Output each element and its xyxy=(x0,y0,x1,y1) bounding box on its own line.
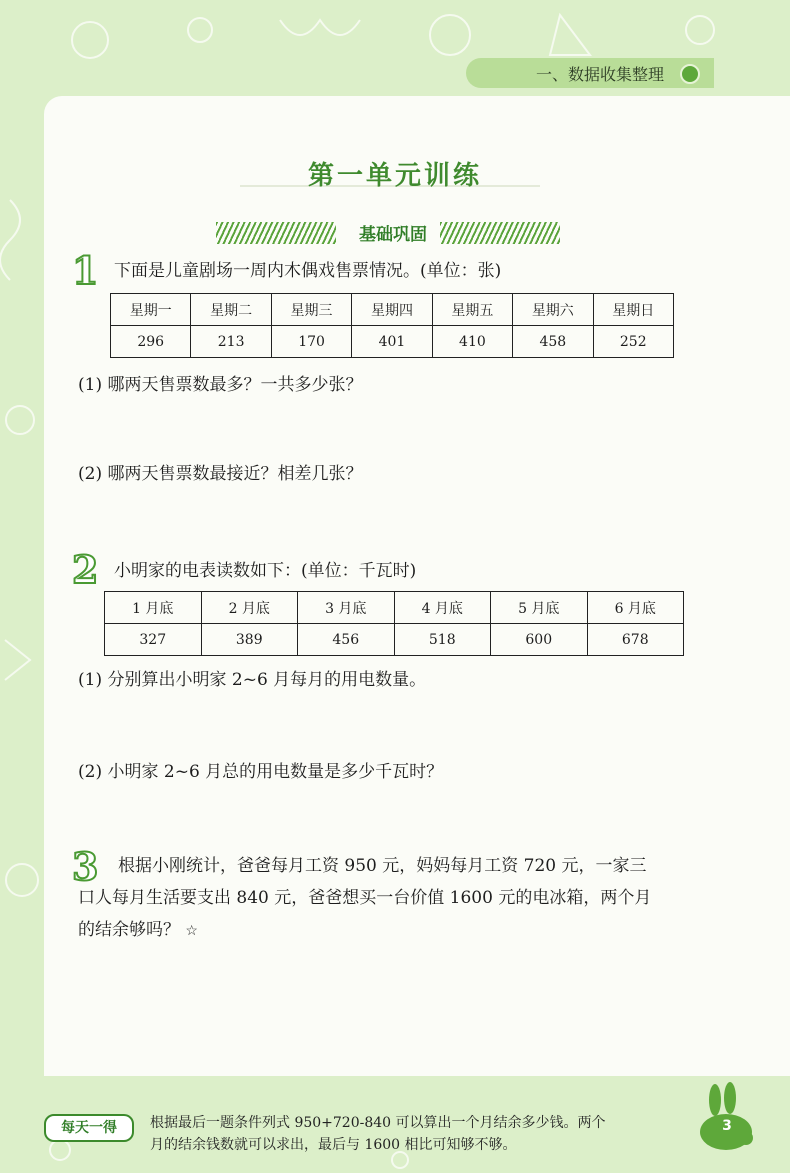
table-header-cell: 6 月底 xyxy=(587,592,684,624)
daily-tip-line-1: 根据最后一题条件列式 950+720-840 可以算出一个月结余多少钱。两个 xyxy=(150,1115,606,1131)
section-bar-right xyxy=(440,222,560,244)
table-cell: 600 xyxy=(491,624,588,656)
question-2-number: 2 xyxy=(72,547,99,592)
question-2-sub-2: (2) 小明家 2~6 月总的用电数量是多少千瓦时？ xyxy=(78,762,444,782)
meter-table xyxy=(104,591,684,656)
table-header-cell: 3 月底 xyxy=(298,592,395,624)
table-header-cell: 星期日 xyxy=(593,294,673,326)
table-cell: 458 xyxy=(513,326,593,358)
daily-tip-line-2: 月的结余钱数就可以求出，最后与 1600 相比可知够不够。 xyxy=(150,1137,517,1153)
table-header-cell: 2 月底 xyxy=(201,592,298,624)
table-row xyxy=(105,592,684,624)
question-2-sub-1: (1) 分别算出小明家 2~6 月每月的用电数量。 xyxy=(78,670,427,690)
table-row xyxy=(111,294,674,326)
question-3-line-2: 口人每月生活要支出 840 元，爸爸想买一台价值 1600 元的电冰箱，两个月 xyxy=(78,888,652,908)
table-cell: 170 xyxy=(271,326,351,358)
question-1-sub-1: (1) 哪两天售票数最多？一共多少张？ xyxy=(78,375,363,395)
question-1-text: 下面是儿童剧场一周内木偶戏售票情况。(单位：张) xyxy=(114,261,502,281)
table-header-cell: 5 月底 xyxy=(491,592,588,624)
rabbit-icon xyxy=(690,1082,760,1152)
table-header-cell: 星期五 xyxy=(432,294,512,326)
table-header-cell: 星期二 xyxy=(191,294,271,326)
table-cell: 678 xyxy=(587,624,684,656)
chapter-title: 一、数据收集整理 xyxy=(535,64,664,84)
page-number: 3 xyxy=(722,1118,732,1134)
table-cell: 389 xyxy=(201,624,298,656)
section-label: 基础巩固 xyxy=(359,225,427,245)
question-3-line-3-text: 的结余够吗？ xyxy=(78,920,180,940)
question-3-number: 3 xyxy=(72,844,99,889)
table-cell: 518 xyxy=(394,624,491,656)
table-header-cell: 1 月底 xyxy=(105,592,202,624)
table-header-cell: 星期一 xyxy=(111,294,191,326)
question-1-number: 1 xyxy=(72,248,99,293)
page-title: 第一单元训练 xyxy=(307,161,482,191)
question-3-line-1: 根据小刚统计，爸爸每月工资 950 元，妈妈每月工资 720 元，一家三 xyxy=(118,856,647,876)
table-row xyxy=(111,326,674,358)
daily-tip-badge: 每天一得 xyxy=(44,1114,134,1142)
star-icon: ☆ xyxy=(185,923,198,939)
question-1-sub-2: (2) 哪两天售票数最接近？相差几张？ xyxy=(78,464,363,484)
table-header-cell: 4 月底 xyxy=(394,592,491,624)
chapter-dot-icon xyxy=(680,64,700,84)
table-header-cell: 星期四 xyxy=(352,294,432,326)
table-cell: 213 xyxy=(191,326,271,358)
table-row xyxy=(105,624,684,656)
question-2-text: 小明家的电表读数如下：(单位：千瓦时) xyxy=(114,561,417,581)
table-header-cell: 星期六 xyxy=(513,294,593,326)
daily-tip-text xyxy=(150,1112,695,1156)
table-cell: 252 xyxy=(593,326,673,358)
question-3-line-3 xyxy=(78,915,198,946)
section-bar-left xyxy=(216,222,336,244)
table-cell: 296 xyxy=(111,326,191,358)
table-header-cell: 星期三 xyxy=(271,294,351,326)
table-cell: 401 xyxy=(352,326,432,358)
table-cell: 327 xyxy=(105,624,202,656)
table-cell: 456 xyxy=(298,624,395,656)
chapter-tab xyxy=(466,58,714,88)
ticket-table xyxy=(110,293,674,358)
table-cell: 410 xyxy=(432,326,512,358)
